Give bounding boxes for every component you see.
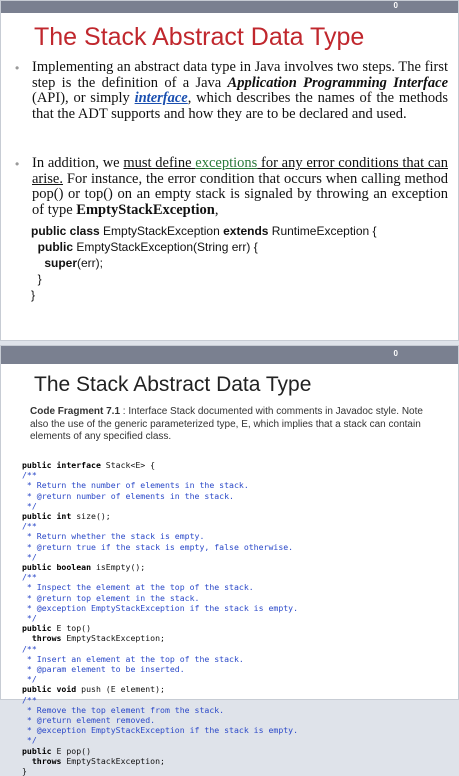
code-keyword: throws [22,755,62,766]
code-line [22,572,298,582]
code-keyword: super [31,256,78,270]
code-line [22,460,298,470]
code-keyword: public boolean [22,562,92,573]
code-line [22,735,298,745]
bullet-icon: • [15,61,20,75]
code-text: } [31,288,36,302]
code-keyword: public [22,745,52,756]
code-text: EmptyStackException; [61,633,165,644]
code-line [22,521,298,531]
code-line [22,582,298,592]
code-line [22,531,298,541]
text-run: , [214,201,219,218]
code-line [22,664,298,674]
code-comment: * @return element removed. [22,715,156,726]
code-text: E top() [51,623,92,634]
code-keyword: public class [31,224,100,238]
code-block-exception [31,223,377,303]
code-line [22,491,298,501]
page-number: 0 [393,349,398,358]
text-run-underlined: must define [123,155,196,171]
code-line [22,633,298,643]
code-comment: /** [22,572,37,583]
code-comment: * Return the number of elements in the stack. [22,480,249,491]
code-line [22,715,298,725]
text-run: , which describes the names of the methods that the ADT supports and how they are to be declared and used. [32,90,448,122]
code-text: EmptyStackException; [61,755,165,766]
code-line [22,603,298,613]
code-comment: * Return whether the stack is empty. [22,531,205,542]
text-run: In addition, we [32,155,124,171]
code-line [22,593,298,603]
text-run-bold: EmptyStackException [76,201,215,218]
code-text: } [31,272,42,286]
code-line [22,623,298,633]
code-text: } [22,766,27,776]
text-run: Implementing an abstract data type in Java involves two steps. The first step is the definition of a Java [32,59,448,91]
code-keyword: public void [22,684,77,695]
code-keyword: public [22,623,52,634]
fragment-label: Code Fragment 7.1 [30,406,121,417]
slide-header-bar [1,346,458,364]
code-line [22,501,298,511]
code-comment: * @exception EmptyStackException if the stack is empty. [22,602,299,613]
code-comment: * @return true if the stack is empty, false otherwise. [22,541,294,552]
code-line [22,511,298,521]
code-line [22,695,298,705]
fragment-text: : Interface Stack documented with comments in Javadoc style. Note also the use of the generic parameterized type, E, which implies that a stack can contain elements of any specified class. [30,406,423,442]
page-number: 0 [393,1,398,10]
code-line [22,756,298,766]
code-line [22,552,298,562]
code-line [22,562,298,572]
code-comment: /** [22,694,37,705]
slide-1 [0,0,459,341]
code-text: isEmpty(); [91,562,146,573]
interface-link[interactable]: interface [134,90,188,106]
code-comment: */ [22,735,37,746]
code-text: EmptyStackException [99,224,224,238]
code-keyword: extends [223,224,269,238]
code-text: E pop() [51,745,92,756]
paragraph-exceptions [32,156,448,218]
code-line [22,725,298,735]
code-comment: */ [22,500,37,511]
code-text: Stack<E> { [100,460,156,470]
code-keyword: throws [22,633,62,644]
code-comment: * Remove the top element from the stack. [22,704,225,715]
exceptions-link[interactable]: exceptions [195,155,258,171]
slide-title: The Stack Abstract Data Type [34,23,365,51]
code-comment: * @return number of elements in the stack. [22,490,234,501]
code-line [22,674,298,684]
paragraph-api [32,60,448,122]
text-run-underlined: for any error conditions that can arise. [32,155,448,187]
code-comment: * @return top element in the stack. [22,592,200,603]
code-comment: * Inspect the element at the top of the stack. [22,582,254,593]
code-comment: */ [22,613,37,624]
code-fragment-caption [30,406,430,444]
code-text: push (E element); [76,684,165,695]
code-comment: /** [22,470,37,481]
text-run-emphasis: Application Programming Interface [227,74,449,91]
text-run: (API), or simply [32,90,135,106]
code-comment: /** [22,521,37,532]
code-text: RuntimeException { [268,224,377,238]
code-line [22,684,298,694]
code-line [22,542,298,552]
code-line [22,470,298,480]
code-line [22,613,298,623]
code-comment: * @exception EmptyStackException if the stack is empty. [22,725,299,736]
code-line [22,480,298,490]
bullet-icon: • [15,157,20,171]
code-line [22,644,298,654]
code-text: (err); [77,256,104,270]
code-comment: * Insert an element at the top of the stack. [22,653,244,664]
text-run: For instance, the error condition that occurs when calling method pop() or top() on an empty stack is signaled by throwing an exception of type [32,170,448,218]
code-text: EmptyStackException(String err) { [73,240,258,254]
code-comment: /** [22,643,37,654]
code-line [22,746,298,756]
code-comment: * @param element to be inserted. [22,664,185,675]
code-comment: */ [22,674,37,685]
code-keyword: public interface [22,460,101,470]
slide-header-bar [1,1,458,13]
code-line [22,766,298,776]
code-block-stack-interface [22,460,298,776]
code-line [22,654,298,664]
code-text: size(); [71,511,111,522]
slide-title: The Stack Abstract Data Type [34,373,312,396]
code-line [22,705,298,715]
code-comment: */ [22,551,37,562]
code-keyword: public [31,240,73,254]
code-keyword: public int [22,511,72,522]
